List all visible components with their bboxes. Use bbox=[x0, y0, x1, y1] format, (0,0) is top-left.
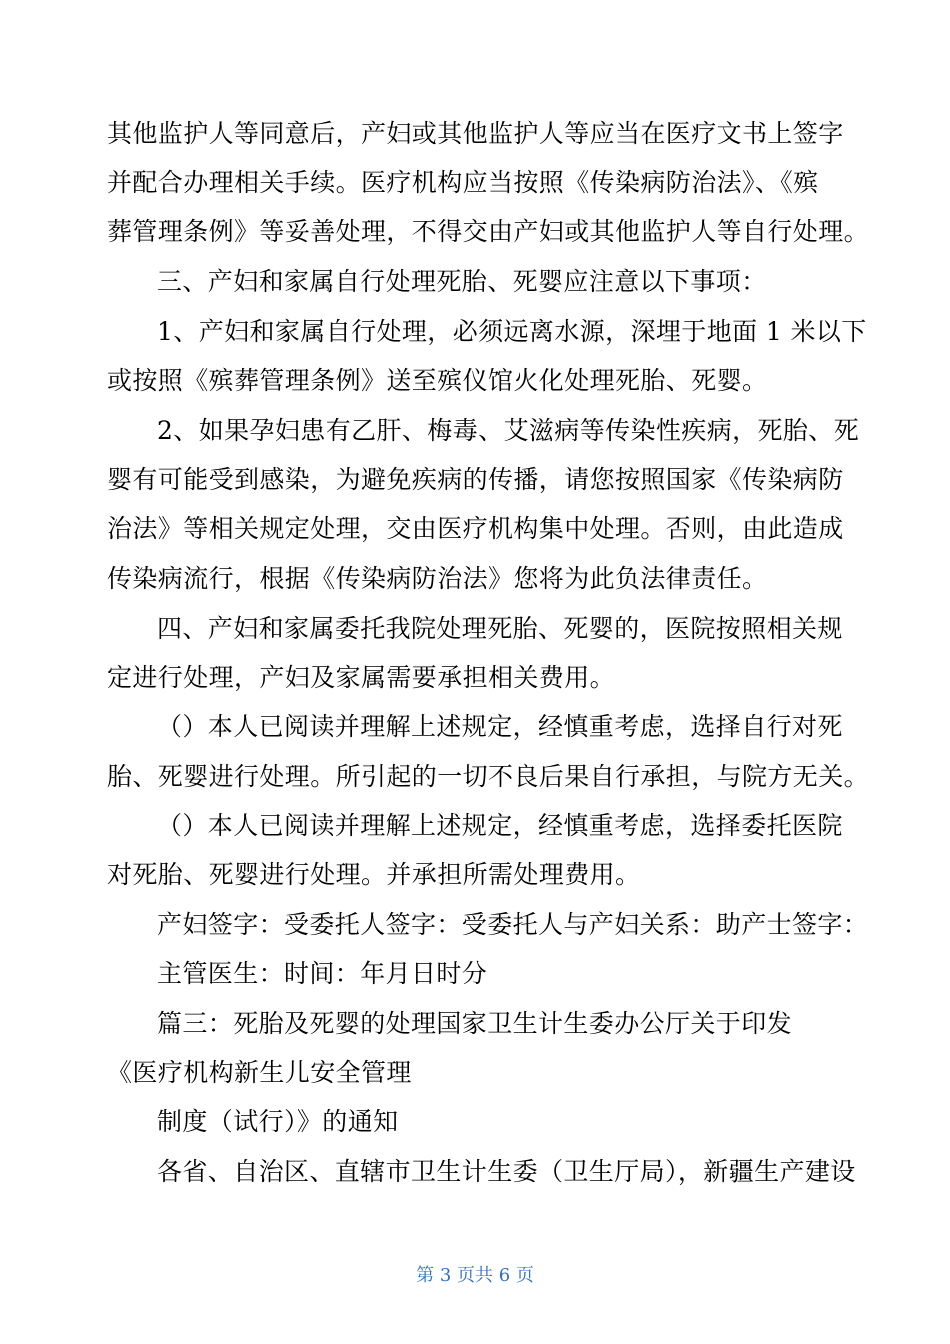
chapter-three-title-cont: 《医疗机构新生儿安全管理 bbox=[107, 1058, 412, 1087]
item-2-line-2: 婴有可能受到感染，为避免疾病的传播，请您按照国家《传染病防 bbox=[107, 465, 844, 494]
item-2-line-3: 治法》等相关规定处理，交由医疗机构集中处理。否则，由此造成 bbox=[107, 514, 844, 543]
option-self-line-2: 胎、死婴进行处理。所引起的一切不良后果自行承担，与院方无关。 bbox=[107, 762, 870, 791]
notice-recipients: 各省、自治区、直辖市卫生计生委（卫生厅局），新疆生产建设 bbox=[157, 1157, 856, 1186]
option-hospital-line-2: 对死胎、死婴进行处理。并承担所需处理费用。 bbox=[107, 860, 641, 889]
option-hospital-line-1: （）本人已阅读并理解上述规定，经慎重考虑，选择委托医院 bbox=[157, 811, 843, 840]
paragraph-line-3: 葬管理条例》等妥善处理，不得交由产妇或其他监护人等自行处理。 bbox=[107, 217, 870, 246]
page-footer: 第 3 页共 6 页 bbox=[416, 1265, 534, 1286]
item-2-line-1: 2、如果孕妇患有乙肝、梅毒、艾滋病等传染性疾病，死胎、死 bbox=[157, 416, 860, 445]
paragraph-line-2: 并配合办理相关手续。医疗机构应当按照《传染病防治法》、《殡 bbox=[107, 168, 819, 197]
section-four-line-2: 定进行处理，产妇及家属需要承担相关费用。 bbox=[107, 663, 616, 692]
signature-line: 产妇签字：受委托人签字：受委托人与产妇关系：助产士签字： bbox=[157, 910, 869, 939]
section-three-heading: 三、产妇和家属自行处理死胎、死婴应注意以下事项： bbox=[157, 267, 767, 296]
option-self-line-1: （）本人已阅读并理解上述规定，经慎重考虑，选择自行对死 bbox=[157, 712, 843, 741]
doctor-time-line: 主管医生：时间：年月日时分 bbox=[157, 959, 488, 988]
paragraph-line-1: 其他监护人等同意后，产妇或其他监护人等应当在医疗文书上签字 bbox=[107, 119, 844, 148]
notice-title: 制度（试行）》的通知 bbox=[157, 1107, 399, 1136]
item-1-line-2: 或按照《殡葬管理条例》送至殡仪馆火化处理死胎、死婴。 bbox=[107, 366, 768, 395]
chapter-three-title: 篇三：死胎及死婴的处理国家卫生计生委办公厅关于印发 bbox=[157, 1009, 793, 1038]
item-1-line-1: 1、产妇和家属自行处理，必须远离水源，深埋于地面 1 米以下 bbox=[157, 317, 867, 346]
item-2-line-4: 传染病流行，根据《传染病防治法》您将为此负法律责任。 bbox=[107, 564, 768, 593]
section-four-line-1: 四、产妇和家属委托我院处理死胎、死婴的，医院按照相关规 bbox=[157, 614, 843, 643]
